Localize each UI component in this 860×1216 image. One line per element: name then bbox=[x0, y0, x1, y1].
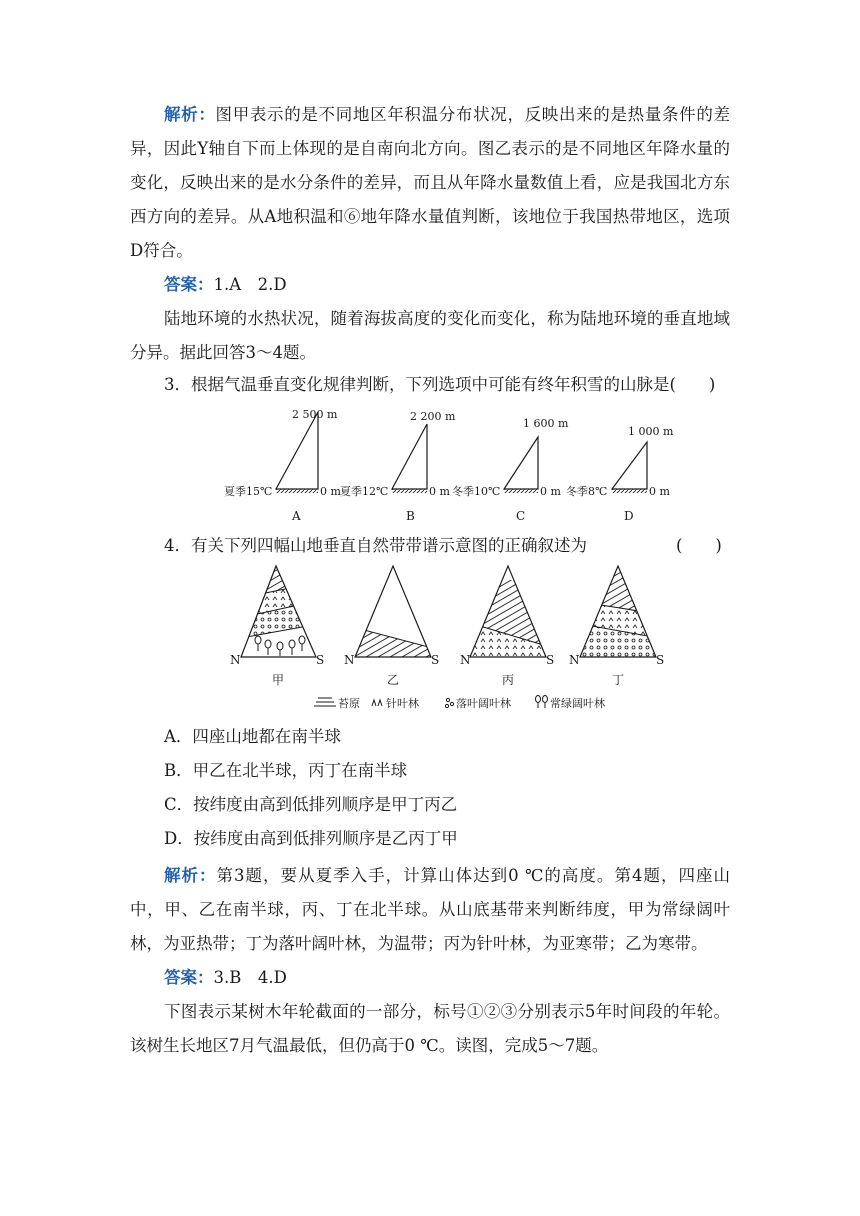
temp-label-a: 夏季15℃ bbox=[224, 485, 273, 498]
temp-label-b: 夏季12℃ bbox=[340, 485, 389, 498]
letter-a: A bbox=[292, 509, 301, 523]
legend-conifer: 针叶林 bbox=[386, 697, 419, 710]
base-label-b: 0 m bbox=[429, 485, 450, 498]
legend-tundra: 苔原 bbox=[338, 697, 360, 710]
mountain-bing bbox=[460, 566, 560, 687]
answer-text: 1.A 2.D bbox=[213, 275, 287, 294]
legend-evergreen: 常绿阔叶林 bbox=[550, 697, 605, 710]
option-d: D．按纬度由高到低排列顺序是乙丙丁甲 bbox=[164, 829, 458, 848]
name-bing: 丙 bbox=[502, 673, 515, 687]
option-a: A．四座山地都在南半球 bbox=[164, 727, 341, 746]
answer-text: 3.B 4.D bbox=[213, 968, 287, 987]
analysis-text: 图甲表示的是不同地区年积温分布状况，反映出来的是热量条件的差异，因此Y轴自下而上体现的是自南向北方向。图乙表示的是不同地区年降水量的变化，反映出来的是水分条件的差异，而且从年降水量数值上看，应是我国北方东西方向的差异。从A地积温和⑥地年降水量值判断，该地位于我国热带地区，选项D符合。 bbox=[130, 105, 730, 260]
name-ding: 丁 bbox=[612, 673, 625, 687]
option-b: B．甲乙在北半球，丙丁在南半球 bbox=[164, 761, 408, 780]
letter-c: C bbox=[516, 509, 526, 523]
figure-a bbox=[224, 408, 341, 523]
s-label-bing: S bbox=[546, 653, 555, 667]
s-label-jia: S bbox=[316, 653, 325, 667]
legend-deciduous: 落叶阔叶林 bbox=[456, 697, 511, 710]
answer-label: 答案： bbox=[164, 968, 214, 987]
height-label-b: 2 200 m bbox=[410, 410, 456, 423]
base-label-c: 0 m bbox=[540, 485, 561, 498]
q4-figure bbox=[0, 560, 860, 720]
question-3: 3．根据气温垂直变化规律判断，下列选项中可能有终年积雪的山脉是( ) bbox=[164, 375, 716, 394]
n-label-bing: N bbox=[460, 653, 471, 667]
base-label-d: 0 m bbox=[649, 485, 670, 498]
mountain-jia bbox=[230, 560, 330, 687]
legend-evergreen-swatch bbox=[536, 696, 548, 709]
letter-b: B bbox=[406, 509, 415, 523]
n-label-yi: N bbox=[344, 653, 355, 667]
intro-3-4: 陆地环境的水热状况，随着海拔高度的变化而变化，称为陆地环境的垂直地域分异。据此回答3～4题。 bbox=[130, 309, 730, 362]
s-label-yi: S bbox=[431, 653, 440, 667]
q3-figure bbox=[0, 402, 860, 532]
option-c: C．按纬度由高到低排列顺序是甲丁丙乙 bbox=[164, 795, 458, 814]
analysis-text: 第3题，要从夏季入手，计算山体达到0 ℃的高度。第4题，四座山中，甲、乙在南半球，丙、丁在北半球。从山底基带来判断纬度，甲为常绿阔叶林，为亚热带；丁为落叶阔叶林，为温带；丙为针叶林，为亚寒带；乙为寒带。 bbox=[130, 866, 730, 953]
analysis-label: 解析： bbox=[164, 866, 217, 885]
height-label-d: 1 000 m bbox=[628, 425, 674, 438]
question-4: 4．有关下列四幅山地垂直自然带带谱示意图的正确叙述为 bbox=[164, 536, 587, 555]
legend bbox=[314, 696, 605, 711]
figure-b bbox=[340, 410, 456, 523]
answer-label: 答案： bbox=[164, 275, 214, 294]
height-label-a: 2 500 m bbox=[292, 408, 338, 421]
figure-d bbox=[566, 425, 674, 523]
legend-deciduous-swatch bbox=[445, 698, 453, 707]
base-label-a: 0 m bbox=[320, 485, 341, 498]
analysis-label: 解析： bbox=[164, 105, 216, 124]
figure-c bbox=[452, 417, 569, 523]
letter-d: D bbox=[624, 509, 634, 523]
mountain-yi bbox=[344, 566, 440, 687]
answer-line-2 bbox=[130, 961, 730, 995]
legend-tundra-swatch bbox=[314, 698, 336, 706]
temp-label-d: 冬季8℃ bbox=[566, 485, 608, 498]
answer-line-1 bbox=[130, 268, 730, 302]
mountain-ding bbox=[569, 560, 670, 687]
legend-conifer-swatch bbox=[372, 700, 382, 706]
s-label-ding: S bbox=[656, 653, 665, 667]
name-jia: 甲 bbox=[272, 673, 285, 687]
height-label-c: 1 600 m bbox=[523, 417, 569, 430]
analysis-paragraph-1 bbox=[130, 98, 730, 268]
analysis-paragraph-2 bbox=[130, 859, 730, 961]
n-label-jia: N bbox=[230, 653, 241, 667]
temp-label-c: 冬季10℃ bbox=[452, 485, 501, 498]
intro-5-7: 下图表示某树木年轮截面的一部分，标号①②③分别表示5年时间段的年轮。该树生长地区7月气温最低，但仍高于0 ℃。读图，完成5～7题。 bbox=[130, 1002, 730, 1055]
name-yi: 乙 bbox=[387, 673, 400, 687]
answer-parentheses: ( ) bbox=[676, 536, 722, 555]
n-label-ding: N bbox=[569, 653, 580, 667]
evergreen-trees bbox=[255, 636, 305, 656]
